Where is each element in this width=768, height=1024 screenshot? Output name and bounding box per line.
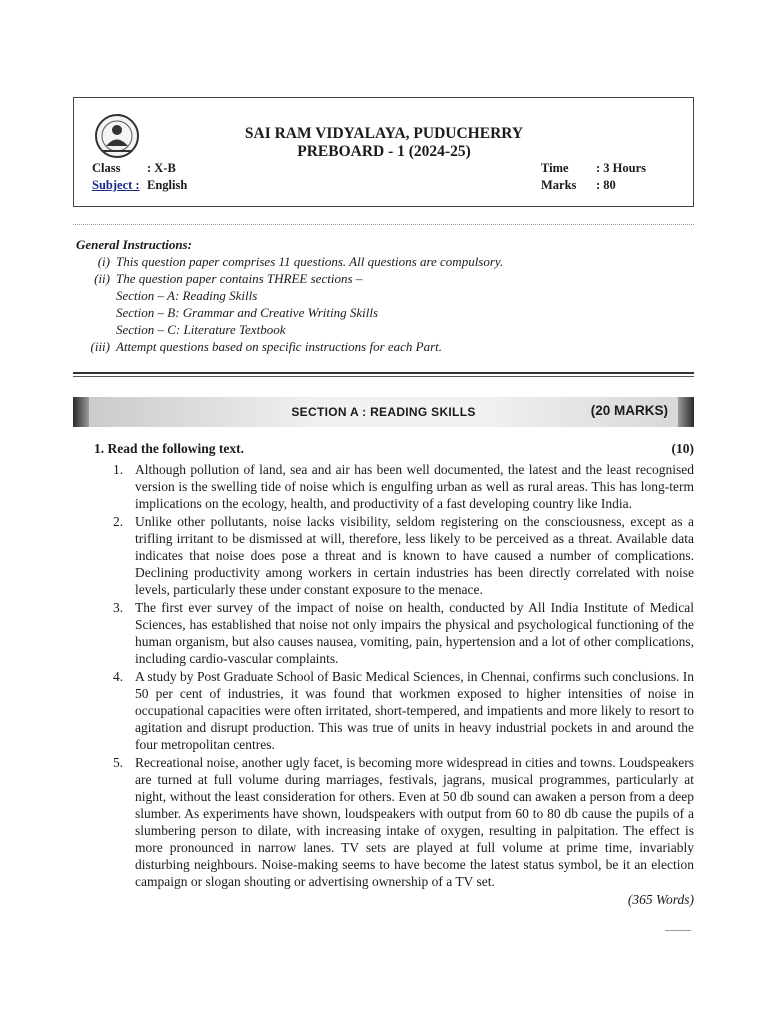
exam-title: PREBOARD - 1 (2024-25): [297, 143, 471, 160]
marks-value: : 80: [596, 178, 616, 192]
passage-paragraph: 4. A study by Post Graduate School of Basic Medical Sciences, in Chennai, confirms such conclusions. In 50 per cent of industries, it was found that workmen exposed to higher intensities of noise in occupational capacities were often irritated, short-tempered, and impatients and more likely to resort to agitation and disrupt production. This was true of units in heavy industrial pockets in and around the four metropolitan centres.: [113, 669, 694, 752]
class-info: [92, 161, 176, 176]
general-instructions: [76, 236, 696, 355]
reading-passage: [113, 461, 694, 908]
instructions-divider-thin: [73, 376, 694, 377]
instruction-item: (iii) Attempt questions based on specific instructions for each Part.: [90, 339, 443, 354]
time-label: Time: [541, 161, 569, 175]
passage-paragraph: 1. Although pollution of land, sea and air has been well documented, the latest and the least recognised version is the swelling tide of noise which is engulfing urban as well as rural areas. This has long-term implications on the ecology, health, and productivity of a fast developing country like India.: [113, 462, 694, 511]
instructions-title: General Instructions:: [76, 237, 192, 252]
header-divider: [73, 224, 694, 225]
section-a-title: SECTION A : READING SKILLS: [291, 405, 476, 419]
section-list-item: Section – C: Literature Textbook: [116, 322, 286, 337]
banner-right-cap: [678, 397, 694, 427]
instructions-divider: [73, 372, 694, 374]
passage-paragraph: 5. Recreational noise, another ugly facet, is becoming more widespread in cities and towns. Loudspeakers are turned at full volume during marriages, festivals, jagrans, musical programmes, particularly at night, without the least consideration for others. Even at 50 db sound can awaken a person from a deep slumber. As experiments have shown, loudspeakers with output from 60 to 80 db cause the pupils of a slumbering person to dilate, with increasing intake of oxygen, resulting in palpitation. The effect is more pronounced in narrow lanes. TV sets are played at full volume at prime time, invariably disturbing neighbours. Noise-making seems to have become the latest status symbol, be it an election campaign or slogan shouting or advertising ownership of a TV set.: [113, 755, 694, 889]
class-value: : X-B: [147, 161, 176, 175]
question-1-header: [94, 441, 694, 457]
section-a-marks: (20 MARKS): [590, 403, 668, 418]
class-label: Class: [92, 161, 121, 175]
subject-info: [92, 178, 187, 193]
question-1-marks: (10): [671, 441, 694, 456]
school-name: SAI RAM VIDYALAYA, PUDUCHERRY: [244, 125, 524, 142]
time-info: [541, 161, 646, 176]
word-count: (365 Words): [627, 892, 694, 907]
instruction-item: (ii) The question paper contains THREE sections –: [94, 271, 363, 286]
passage-paragraph: 2. Unlike other pollutants, noise lacks visibility, seldom registering on the consciousness, except as a trifling irritant to be dismissed at will, therefore, less likely to be perceived as a threat. Available data indicates that noise does pose a threat and is known to have caused a number of complications. Declining productivity among workers in certain industries has been directly correlated with noise levels, particularly these under constant exposure to the menace.: [113, 514, 694, 597]
page-footer-mark: [665, 930, 691, 931]
time-value: : 3 Hours: [596, 161, 646, 175]
question-1-label: 1. Read the following text.: [94, 441, 244, 456]
section-list-item: Section – B: Grammar and Creative Writing Skills: [116, 305, 379, 320]
instruction-item: (i) This question paper comprises 11 questions. All questions are compulsory.: [97, 254, 504, 269]
marks-label: Marks: [541, 178, 577, 192]
subject-label: Subject :: [92, 178, 140, 192]
section-a-banner: [73, 397, 694, 427]
subject-value: English: [147, 178, 188, 192]
section-list-item: Section – A: Reading Skills: [116, 288, 258, 303]
passage-paragraph: 3. The first ever survey of the impact of noise on health, conducted by All India Institute of Medical Sciences, has established that noise not only impairs the physical and psychological functioning of the human organism, but also causes nausea, vomiting, pain, hypertension and a lot of other complications, including cardio-vascular complaints.: [113, 600, 694, 666]
marks-info: [541, 178, 616, 193]
